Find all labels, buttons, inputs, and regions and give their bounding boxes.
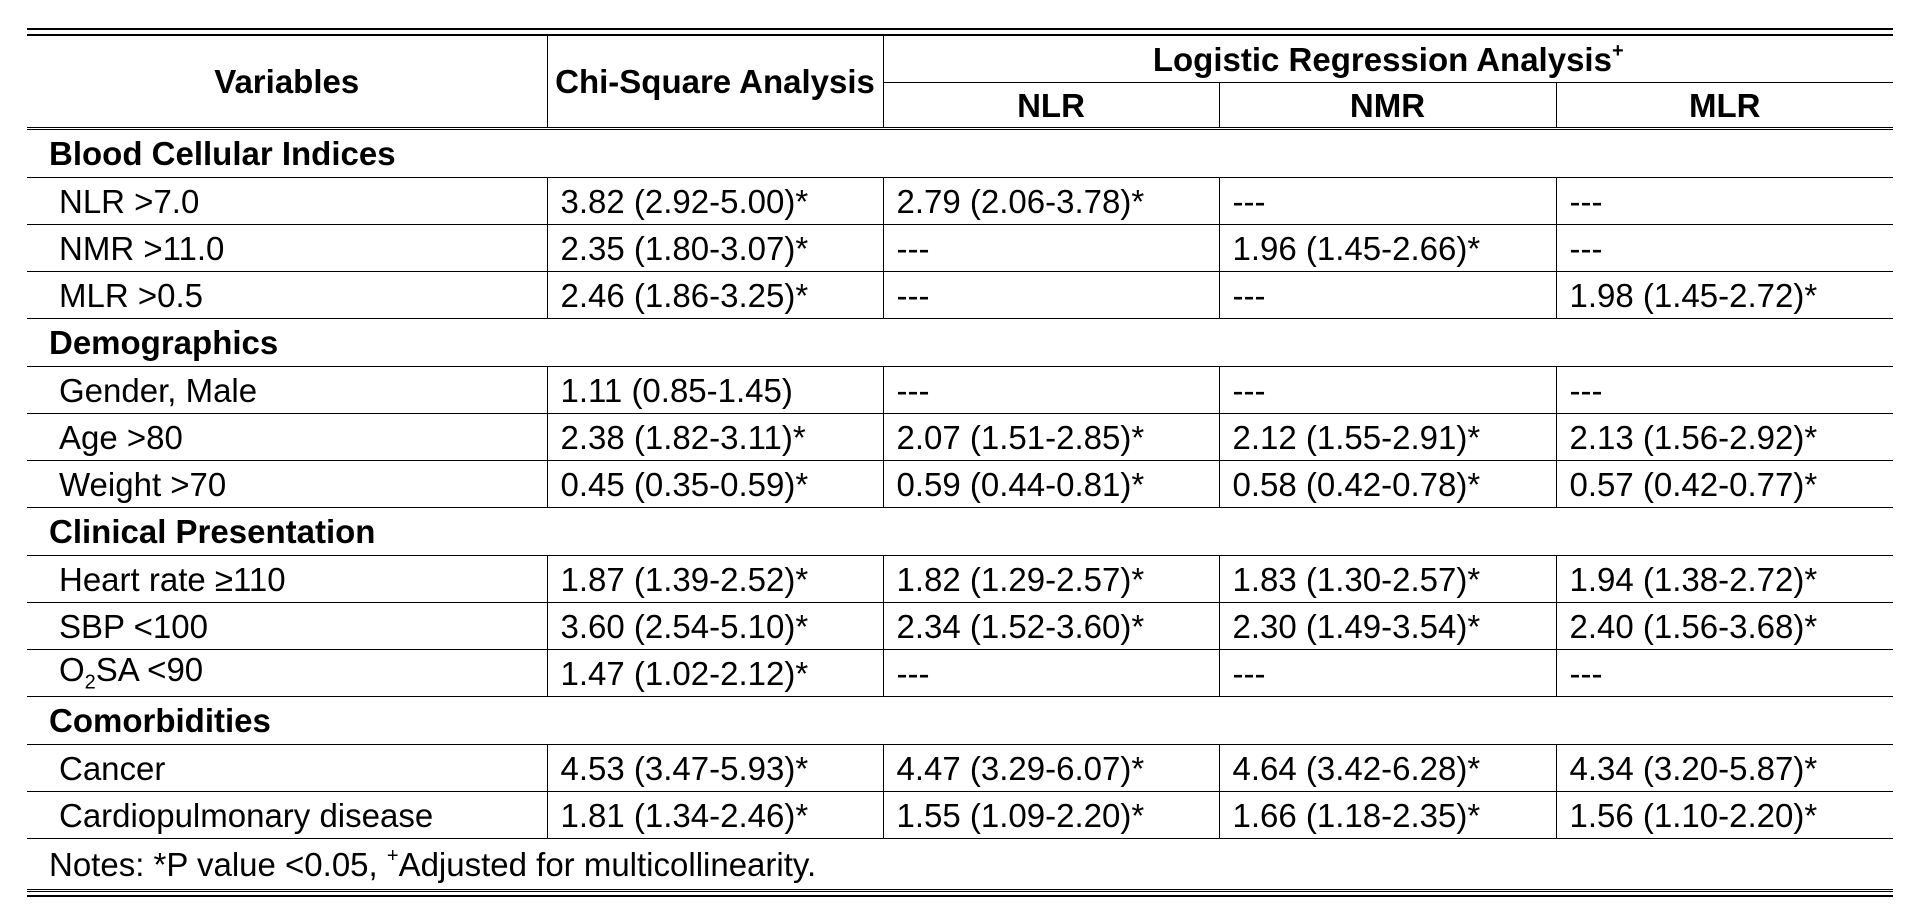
header-variables: Variables (27, 36, 547, 129)
row-label: Gender, Male (27, 367, 547, 414)
cell-nmr: 1.96 (1.45-2.66)* (1219, 225, 1556, 272)
row-label: Cancer (27, 745, 547, 792)
table-notes: Notes: *P value <0.05, +Adjusted for multicollinearity. (49, 844, 817, 883)
cell-nlr: 1.55 (1.09-2.20)* (883, 792, 1219, 839)
cell-nlr: 4.47 (3.29-6.07)* (883, 745, 1219, 792)
row-label: Age >80 (27, 414, 547, 461)
cell-nlr: 2.34 (1.52-3.60)* (883, 603, 1219, 650)
cell-chi: 0.45 (0.35-0.59)* (547, 461, 883, 508)
cell-mlr: --- (1556, 650, 1893, 697)
cell-mlr: 1.56 (1.10-2.20)* (1556, 792, 1893, 839)
cell-nmr: 0.58 (0.42-0.78)* (1219, 461, 1556, 508)
section-heading: Blood Cellular Indices (27, 129, 1893, 178)
cell-mlr: --- (1556, 178, 1893, 225)
table-row (27, 556, 1893, 603)
cell-nlr: --- (883, 367, 1219, 414)
cell-nlr: 2.79 (2.06-3.78)* (883, 178, 1219, 225)
results-table-container (27, 28, 1893, 897)
table-row (27, 272, 1893, 319)
section-heading: Comorbidities (27, 697, 1893, 745)
cell-chi: 1.87 (1.39-2.52)* (547, 556, 883, 603)
table-body (27, 129, 1893, 839)
cell-mlr: --- (1556, 225, 1893, 272)
cell-nmr: 1.66 (1.18-2.35)* (1219, 792, 1556, 839)
cell-nlr: 2.07 (1.51-2.85)* (883, 414, 1219, 461)
header-nmr: NMR (1219, 83, 1556, 129)
cell-nlr: 0.59 (0.44-0.81)* (883, 461, 1219, 508)
results-table (27, 36, 1893, 892)
cell-nmr: --- (1219, 650, 1556, 697)
cell-chi: 2.35 (1.80-3.07)* (547, 225, 883, 272)
cell-chi: 2.38 (1.82-3.11)* (547, 414, 883, 461)
cell-mlr: 2.40 (1.56-3.68)* (1556, 603, 1893, 650)
bottom-rule (27, 895, 1893, 897)
cell-chi: 1.81 (1.34-2.46)* (547, 792, 883, 839)
cell-mlr: 0.57 (0.42-0.77)* (1556, 461, 1893, 508)
row-label: Weight >70 (27, 461, 547, 508)
cell-nmr: 4.64 (3.42-6.28)* (1219, 745, 1556, 792)
table-row (27, 603, 1893, 650)
cell-nmr: --- (1219, 272, 1556, 319)
cell-mlr: 1.94 (1.38-2.72)* (1556, 556, 1893, 603)
cell-mlr: 4.34 (3.20-5.87)* (1556, 745, 1893, 792)
cell-chi: 1.47 (1.02-2.12)* (547, 650, 883, 697)
table-row (27, 225, 1893, 272)
cell-nlr: --- (883, 272, 1219, 319)
row-label: SBP <100 (27, 603, 547, 650)
table-row (27, 650, 1893, 697)
cell-nmr: 2.12 (1.55-2.91)* (1219, 414, 1556, 461)
row-label: Heart rate ≥110 (27, 556, 547, 603)
header-nlr: NLR (883, 83, 1219, 129)
row-label: $O_2SA <90$ (27, 650, 547, 697)
row-label: MLR >0.5 (27, 272, 547, 319)
cell-mlr: 2.13 (1.56-2.92)* (1556, 414, 1893, 461)
cell-nlr: --- (883, 650, 1219, 697)
cell-chi: 3.60 (2.54-5.10)* (547, 603, 883, 650)
table-row (27, 414, 1893, 461)
cell-nlr: --- (883, 225, 1219, 272)
header-chi-square: Chi-Square Analysis (547, 36, 883, 129)
section-heading: Demographics (27, 319, 1893, 367)
table-row (27, 792, 1893, 839)
cell-nmr: 2.30 (1.49-3.54)* (1219, 603, 1556, 650)
cell-nmr: --- (1219, 178, 1556, 225)
cell-nmr: --- (1219, 367, 1556, 414)
cell-chi: 1.11 (0.85-1.45) (547, 367, 883, 414)
cell-mlr: 1.98 (1.45-2.72)* (1556, 272, 1893, 319)
table-row (27, 367, 1893, 414)
header-logistic-regression: Logistic Regression Analysis+ (883, 36, 1893, 83)
row-label: Cardiopulmonary disease (27, 792, 547, 839)
table-row (27, 745, 1893, 792)
cell-mlr: --- (1556, 367, 1893, 414)
row-label: NMR >11.0 (27, 225, 547, 272)
table-row (27, 461, 1893, 508)
row-label: NLR >7.0 (27, 178, 547, 225)
header-mlr: MLR (1556, 83, 1893, 129)
cell-nlr: 1.82 (1.29-2.57)* (883, 556, 1219, 603)
cell-chi: 2.46 (1.86-3.25)* (547, 272, 883, 319)
cell-chi: 3.82 (2.92-5.00)* (547, 178, 883, 225)
section-heading: Clinical Presentation (27, 508, 1893, 556)
cell-chi: 4.53 (3.47-5.93)* (547, 745, 883, 792)
cell-nmr: 1.83 (1.30-2.57)* (1219, 556, 1556, 603)
table-row (27, 178, 1893, 225)
